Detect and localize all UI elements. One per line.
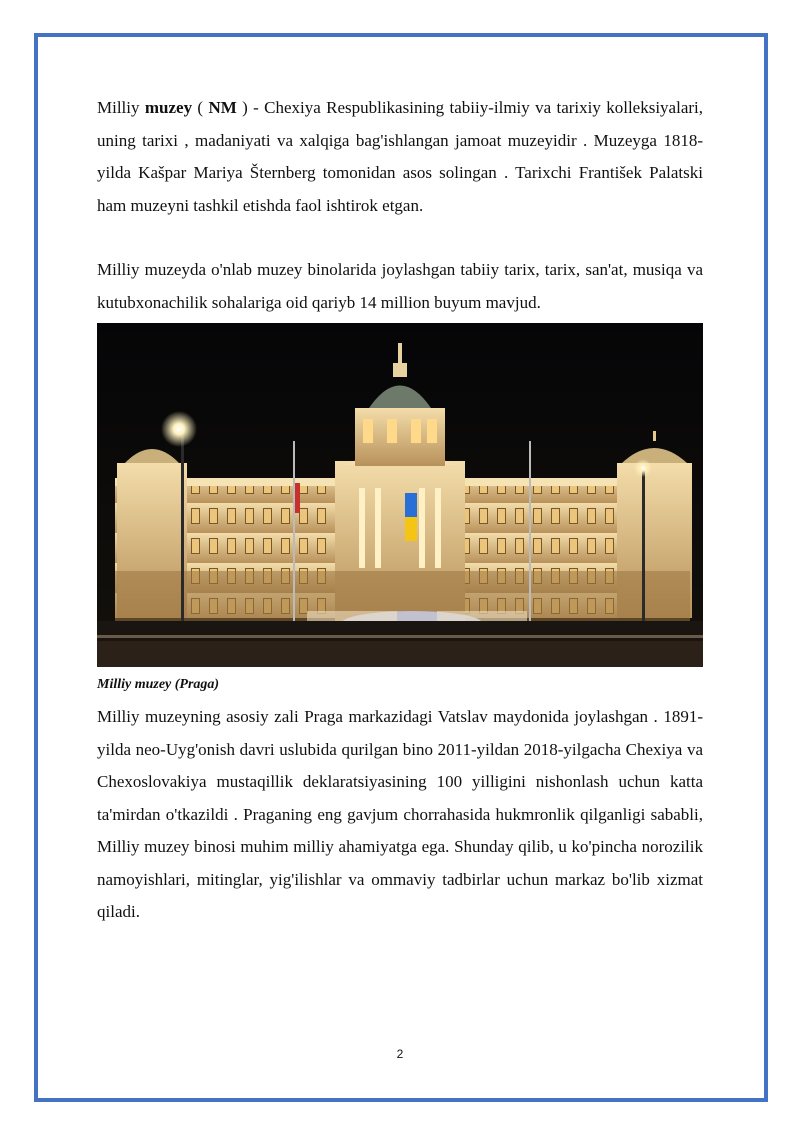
intro-text-2: ( <box>192 98 209 117</box>
page-number: 2 <box>396 1047 404 1061</box>
intro-text-3: ) - Chexiya Respublikasining tabiiy-ilmiy va tarixiy kolleksiyalari, uning tarixi , madaniyati va xalqiga bag'ishlangan jamoat muzeyidir . Muzeyga 1818-yilda Kašpar Mariya Šternberg tomonidan asos solingan . Tarixchi František Palatski ham muzeyni tashkil etishda faol ishtirok etgan. <box>97 98 704 215</box>
intro-bold-nm: NM <box>208 98 237 117</box>
intro-bold-muzey: muzey <box>144 98 193 117</box>
history-paragraph: Milliy muzeyning asosiy zali Praga markazidagi Vatslav maydonida joylashgan . 1891-yilda neo-Uyg'onish davri uslubida qurilgan bino 2011-yildan 2018-yilgacha Chexiya va Chexoslovakiya mustaqillik deklaratsiyasining 100 yilligini nishonlash uchun katta ta'mirdan o'tkazildi . Praganing eng gavjum chorrahasida hukmronlik qilganligi sababli, Milliy muzey binosi muhim milliy ahamiyatga ega. Shunday qilib, u ko'pincha norozilik namoyishlari, mitinglar, yig'ilishlar va ommaviy tadbirlar uchun markaz bo'lib xizmat qiladi. <box>97 707 703 921</box>
intro-paragraph <box>97 92 703 222</box>
museum-photo <box>97 323 703 667</box>
intro-text-1: Milliy <box>97 98 145 117</box>
photo-caption: Milliy muzey (Praga) <box>97 677 220 692</box>
collections-paragraph: Milliy muzeyda o'nlab muzey binolarida joylashgan tabiiy tarix, tarix, san'at, musiqa va kutubxonachilik sohalariga oid qariyb 14 million buyum mavjud. <box>97 260 703 312</box>
